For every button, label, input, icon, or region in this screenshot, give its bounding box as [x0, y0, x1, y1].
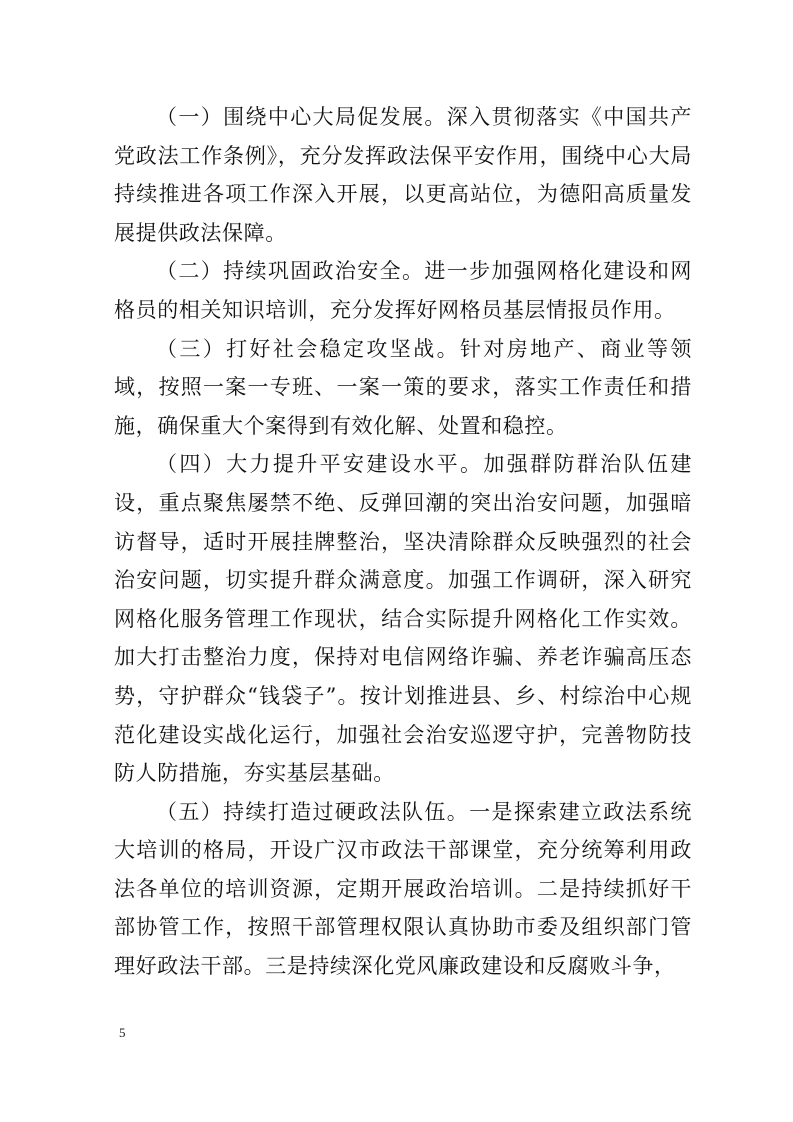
paragraph-safety-construction: （四）大力提升平安建设水平。加强群防群治队伍建设，重点聚焦屡禁不绝、反弹回潮的突出治安问题，加强暗访督导，适时开展挂牌整治，坚决清除群众反映强烈的社会治安问题，切实提升群众满意度。加强工作调研，深入研究网格化服务管理工作现状，结合实际提升网格化工作实效。加大打击整治力度，保持对电信网络诈骗、养老诈骗高压态势，守护群众“钱袋子”。按计划推进县、乡、村综治中心规范化建设实战化运行，加强社会治安巡逻守护，完善物防技防人防措施，夯实基层基础。	[114, 452, 692, 786]
paragraph-social-stability: （三）打好社会稳定攻坚战。针对房地产、商业等领域，按照一案一专班、一案一策的要求，落实工作责任和措施，确保重大个案得到有效化解、处置和稳控。	[114, 336, 692, 438]
paragraph-political-security: （二）持续巩固政治安全。进一步加强网格化建设和网格员的相关知识培训，充分发挥好网格员基层情报员作用。	[114, 259, 692, 322]
paragraph-legal-team: （五）持续打造过硬政法队伍。一是探索建立政法系统大培训的格局，开设广汉市政法干部课堂，充分统筹利用政法各单位的培训资源，定期开展政治培训。二是持续抓好干部协管工作，按照干部管理权限认真协助市委及组织部门管理好政法干部。三是持续深化党风廉政建设和反腐败斗争，	[114, 799, 692, 979]
document-body	[114, 98, 692, 986]
page-number: 5	[119, 1025, 126, 1040]
paragraph-promote-development: （一）围绕中心大局促发展。深入贯彻落实《中国共产党政法工作条例》，充分发挥政法保平安作用，围绕中心大局持续推进各项工作深入开展，以更高站位，为德阳高质量发展提供政法保障。	[114, 105, 692, 245]
